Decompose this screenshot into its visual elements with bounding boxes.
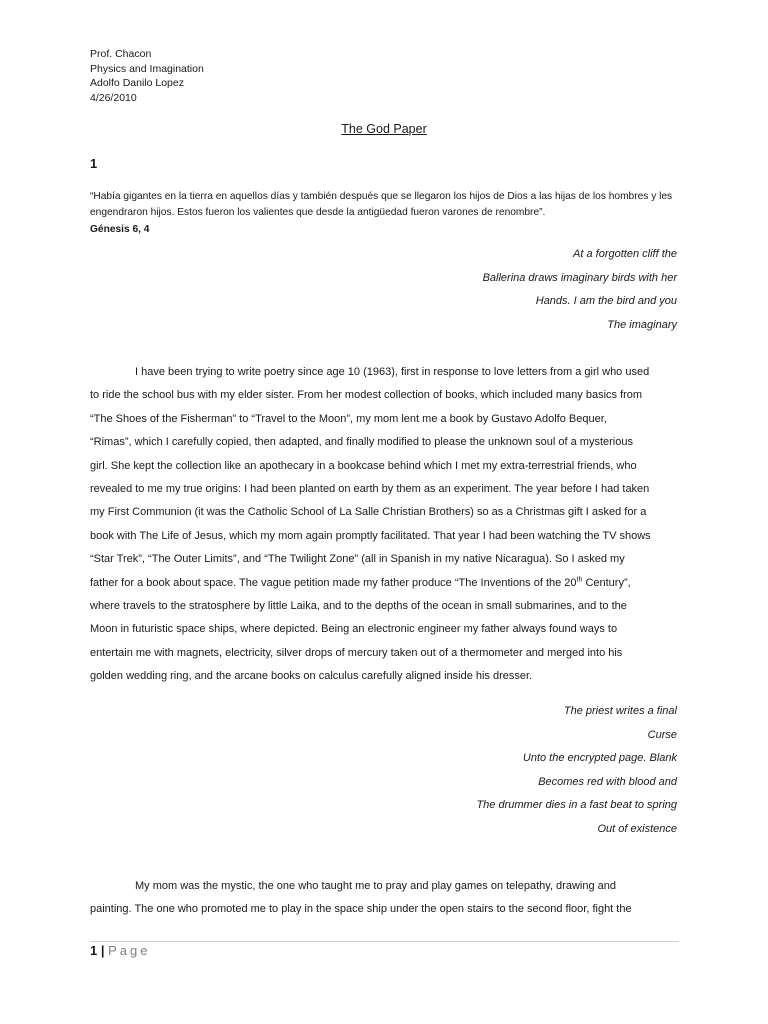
- poem-line: Unto the encrypted page. Blank: [522, 752, 677, 764]
- author-name: Adolfo Danilo Lopez: [90, 77, 184, 89]
- epigraph-quote: [90, 189, 690, 220]
- epigraph-citation: Génesis 6, 4: [90, 224, 150, 235]
- line-text: father for a book about space. The vague petition made my father produce “The Inventions of the 20: [90, 576, 577, 589]
- paragraph-line: golden wedding ring, and the arcane books on calculus carefully aligned inside his dresser.: [90, 670, 533, 683]
- epigraph-line: “Había gigantes en la tierra en aquellos días y también después que se llegaron los hijos de Dios a las hijas de los hombres y les: [90, 191, 673, 202]
- poem-line: Becomes red with blood and: [538, 775, 677, 788]
- paragraph-line: My mom was the mystic, the one who taught me to pray and play games on telepathy, drawing and: [135, 880, 616, 892]
- paragraph-line: “Star Trek”, “The Outer Limits”, and “The Twilight Zone” (all in Spanish in my native Nicaragua). So I asked my: [90, 553, 625, 566]
- paragraph-line: girl. She kept the collection like an apothecary in a bookcase behind which I met my extra-terrestrial friends, who: [90, 459, 637, 472]
- page-number: 1: [90, 943, 98, 958]
- poem-line: Out of existence: [597, 822, 677, 835]
- course-name: Physics and Imagination: [90, 62, 204, 75]
- poem-line: The priest writes a final: [563, 705, 677, 717]
- footer-separator: |: [100, 943, 105, 958]
- paragraph-line: my First Communion (it was the Catholic School of La Salle Christian Brothers) so as a Christmas gift I asked for a: [90, 506, 647, 519]
- paragraph-line: entertain me with magnets, electricity, silver drops of mercury taken out of a thermometer and merged into his: [90, 646, 623, 659]
- line-text: Century”,: [582, 576, 631, 589]
- paragraph-2: [90, 875, 632, 922]
- page-label: Page: [108, 943, 151, 958]
- poem-line: The drummer dies in a fast beat to spring: [476, 799, 677, 811]
- paragraph-line: “The Shoes of the Fisherman” to “Travel to the Moon”, my mom lent me a book by Gustavo Adolfo Bequer,: [90, 412, 607, 425]
- paragraph-line: revealed to me my true origins: I had been planted on earth by them as an experiment. The year before I had taken: [90, 483, 650, 496]
- date: 4/26/2010: [90, 91, 137, 104]
- poem-stanza-1: [483, 243, 677, 337]
- poem-stanza-2: [476, 700, 677, 841]
- paragraph-line: painting. The one who promoted me to play in the space ship under the open stairs to the second floor, fight the: [90, 903, 632, 916]
- page-footer: [90, 943, 151, 958]
- section-number: 1: [90, 156, 98, 171]
- ordinal-suffix: th: [576, 576, 583, 583]
- paragraph-line: to ride the school bus with my elder sister. From her modest collection of books, which included many basics from: [90, 389, 643, 402]
- paragraph-line: “Rimas”, which I carefully copied, then adapted, and finally modified to please the unknown soul of a mysterious: [90, 436, 633, 449]
- poem-line: Ballerina draws imaginary birds with her: [482, 271, 677, 284]
- poem-line: Curse: [647, 728, 677, 741]
- paragraph-line: book with The Life of Jesus, which my mom again promptly facilitated. That year I had been watching the TV shows: [90, 529, 651, 542]
- poem-line: The imaginary: [607, 318, 677, 331]
- paragraph-line: I have been trying to write poetry since age 10 (1963), first in response to love letters from a girl who used: [135, 366, 650, 378]
- poem-line: Hands. I am the bird and you: [535, 295, 677, 307]
- header-block: [90, 47, 204, 105]
- paragraph-line: Moon in futuristic space ships, where depicted. Being an electronic engineer my father always found ways to: [90, 623, 618, 636]
- document-title: The God Paper: [341, 122, 427, 136]
- footer-divider: [90, 941, 679, 942]
- poem-line: At a forgotten cliff the: [573, 248, 677, 260]
- professor-name: Prof. Chacon: [90, 48, 152, 60]
- paragraph-line: where travels to the stratosphere by little Laika, and to the depths of the ocean in small submarines, and to the: [90, 600, 627, 613]
- paragraph-line: [90, 572, 651, 595]
- paragraph-1: [90, 361, 651, 689]
- epigraph-line: engendraron hijos. Estos fueron los valientes que desde la antigüedad fueron varones de renombre”.: [90, 206, 546, 218]
